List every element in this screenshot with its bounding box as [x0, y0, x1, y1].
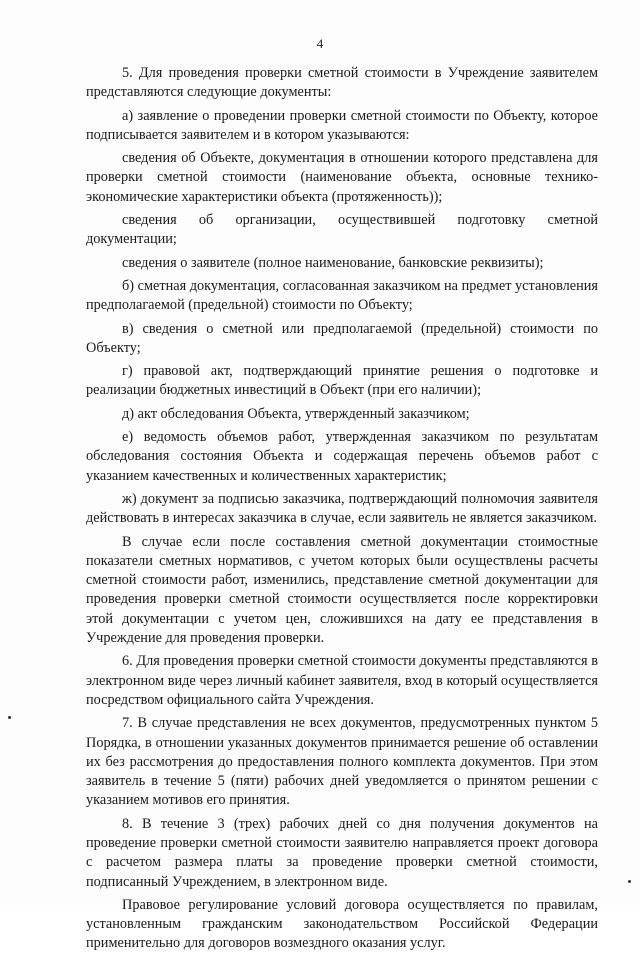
paragraph-legal-regulation: Правовое регулирование условий договора осуществляется по правилам, установленным гражданским законодательством Российской Федерации применительно для договоров возмездного оказания услуг. [86, 896, 598, 952]
paragraph-recalculation: В случае если после составления сметной документации стоимостные показатели сметных нормативов, с учетом которых были осуществлены расчеты сметной стоимости работ, изменились, представление сметной документации для проведения проверки сметной стоимости осуществляется после корректировки этой документации с учетом цен, сложившихся на дату ее представления в Учреждение для проведения проверки. [86, 533, 598, 647]
paragraph-object-info: сведения об Объекте, документация в отношении которого представлена для проверки сметной стоимости (наименование объекта, основные технико-экономические характеристики объекта (протяженность)); [86, 150, 598, 205]
paragraph-5: 5. Для проведения проверки сметной стоимости в Учреждение заявителем представляются следующие документы: [86, 65, 598, 101]
paragraph-5e: е) ведомость объемов работ, утвержденная заказчиком по результатам обследования состояния Объекта и содержащая перечень объемов работ с указанием качественных и количественных характеристик; [86, 429, 598, 484]
paragraph-8: 8. В течение 3 (трех) рабочих дней со дня получения документов на проведение проверки сметной стоимости заявителю направляется проект договора с расчетом размера платы за проведение проверки сметной стоимости, подписанный Учреждением, в электронном виде. [86, 815, 598, 890]
page-number: 4 [316, 36, 324, 51]
paragraph-applicant-info: сведения о заявителе (полное наименование, банковские реквизиты); [122, 254, 544, 271]
paragraph-6: 6. Для проведения проверки сметной стоимости документы представляются в электронном виде через личный кабинет заявителя, вход в который осуществляется посредством официального сайта Учреждения. [86, 653, 598, 708]
document-body [86, 64, 598, 958]
paragraph-5d: д) акт обследования Объекта, утвержденный заказчиком; [122, 405, 470, 422]
scan-speck [628, 880, 631, 883]
paragraph-5v: в) сведения о сметной или предполагаемой (предельной) стоимости по Объекту; [86, 320, 598, 356]
paragraph-organization-info: сведения об организации, осуществившей подготовку сметной документации; [86, 212, 598, 248]
paragraph-5a: а) заявление о проведении проверки сметной стоимости по Объекту, которое подписывается заявителем и в котором указываются: [86, 107, 598, 143]
paragraph-7: 7. В случае представления не всех документов, предусмотренных пунктом 5 Порядка, в отношении указанных документов принимается решение об оставлении их без рассмотрения до предоставления полного комплекта документов. При этом заявитель в течение 5 (пяти) рабочих дней уведомляется о принятом решении с указанием мотивов его принятия. [86, 715, 598, 809]
paragraph-5zh: ж) документ за подписью заказчика, подтверждающий полномочия заявителя действовать в интересах заказчика в случае, если заявитель не является заказчиком. [86, 490, 598, 527]
paragraph-5b: б) сметная документация, согласованная заказчиком на предмет установления предполагаемой (предельной) стоимости по Объекту; [86, 277, 599, 314]
scan-speck [8, 716, 11, 719]
paragraph-5g: г) правовой акт, подтверждающий принятие решения о подготовке и реализации бюджетных инвестиций в Объект (при его наличии); [86, 363, 598, 399]
